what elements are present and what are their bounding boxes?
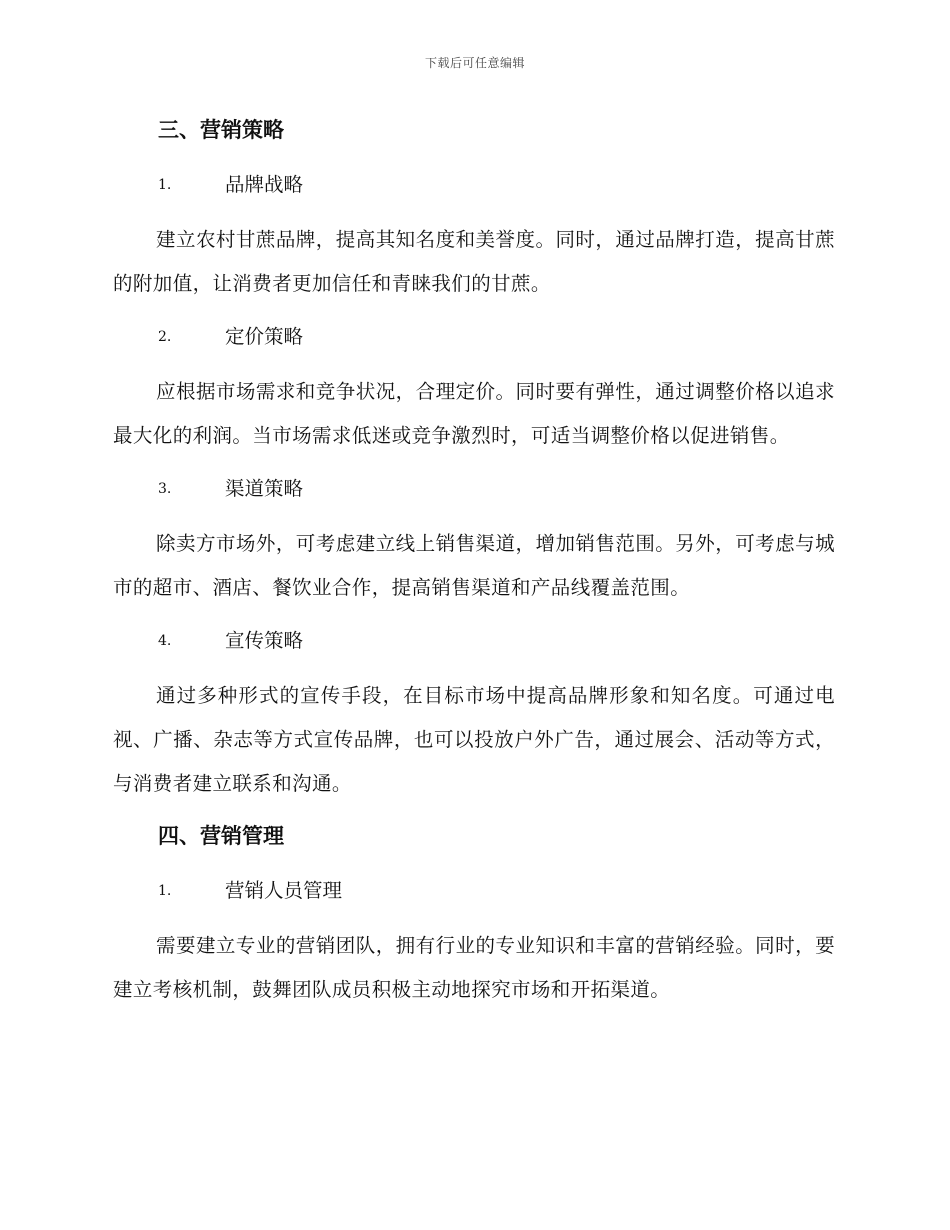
paragraph: 应根据市场需求和竞争状况，合理定价。同时要有弹性，通过调整价格以追求最大化的利润。当市场需求低迷或竞争激烈时，可适当调整价格以促进销售。 [113, 380, 835, 447]
item-heading [113, 312, 835, 362]
item-title: 品牌战略 [225, 173, 304, 196]
item-heading [113, 616, 835, 666]
document-body [113, 108, 835, 1018]
item-title: 渠道策略 [225, 477, 304, 500]
item-title: 宣传策略 [225, 629, 304, 652]
item-title: 营销人员管理 [225, 879, 343, 902]
paragraph: 通过多种形式的宣传手段，在目标市场中提高品牌形象和知名度。可通过电视、广播、杂志等方式宣传品牌，也可以投放户外广告，通过展会、活动等方式，与消费者建立联系和沟通。 [113, 684, 835, 795]
item-number: 3. [158, 481, 172, 497]
item-number: 4. [158, 633, 172, 649]
item-heading [113, 464, 835, 514]
item-number: 1. [158, 177, 172, 193]
section-heading: 三、营销策略 [158, 118, 284, 142]
section-heading: 四、营销管理 [158, 824, 284, 848]
paragraph: 建立农村甘蔗品牌，提高其知名度和美誉度。同时，通过品牌打造，提高甘蔗的附加值，让消费者更加信任和青睐我们的甘蔗。 [113, 228, 835, 295]
page-header: 下载后可任意编辑 [424, 56, 525, 70]
paragraph: 除卖方市场外，可考虑建立线上销售渠道，增加销售范围。另外，可考虑与城市的超市、酒店、餐饮业合作，提高销售渠道和产品线覆盖范围。 [113, 532, 835, 599]
paragraph: 需要建立专业的营销团队，拥有行业的专业知识和丰富的营销经验。同时，要建立考核机制，鼓舞团队成员积极主动地探究市场和开拓渠道。 [113, 934, 835, 1001]
item-heading [113, 160, 835, 210]
item-title: 定价策略 [225, 325, 304, 348]
item-number: 2. [158, 329, 172, 345]
item-heading [113, 866, 835, 916]
item-number: 1. [158, 883, 172, 899]
